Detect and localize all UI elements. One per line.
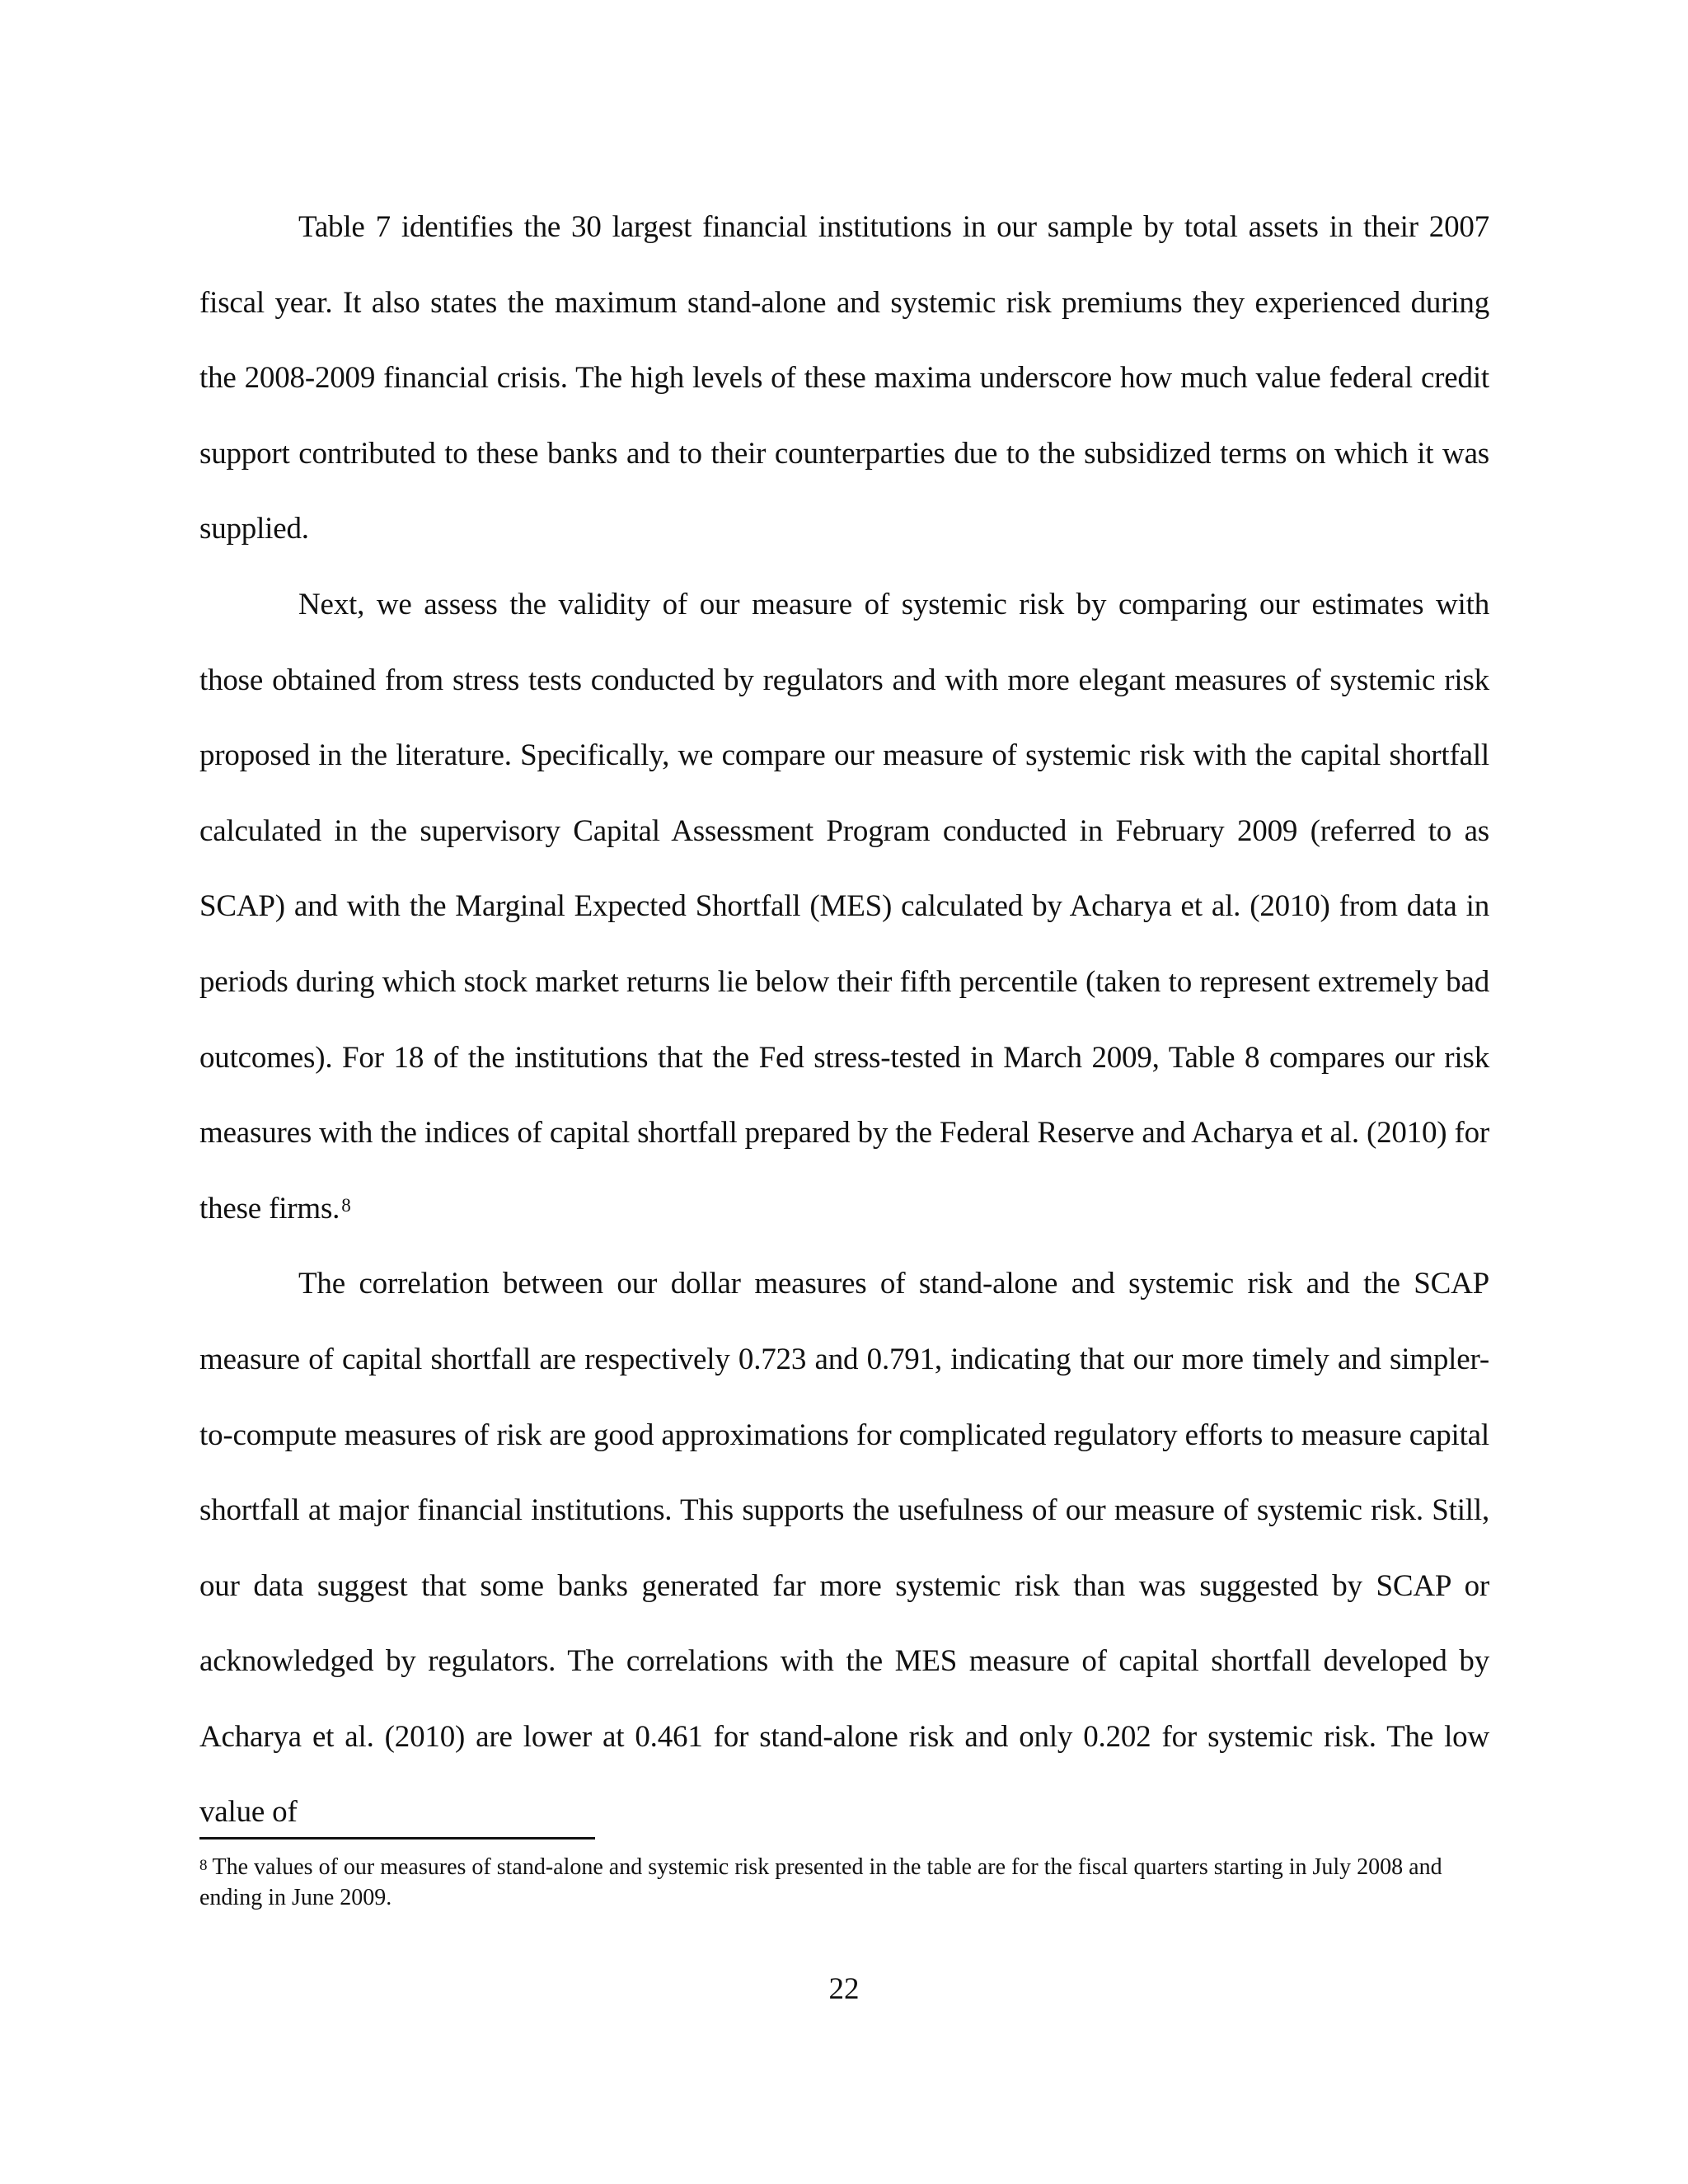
footnote-divider bbox=[199, 1837, 595, 1840]
body-text bbox=[199, 190, 1489, 1850]
paragraph-validity bbox=[199, 567, 1489, 1246]
paragraph-table7: Table 7 identifies the 30 largest financial institutions in our sample by total assets in their 2007 fiscal year. It also states the maximum stand-alone and systemic risk premiums they experienced during the 2008-2009 financial crisis. The high levels of these maxima underscore how much value federal credit support contributed to these banks and to their counterparties due to the subsidized terms on which it was supplied. bbox=[199, 210, 1489, 546]
footnote-text: The values of our measures of stand-alone and systemic risk presented in the table are for the fiscal quarters starting in July 2008 and ending in June 2009. bbox=[199, 1854, 1442, 1910]
footnote-reference: 8 bbox=[341, 1194, 351, 1216]
footnote-marker: 8 bbox=[199, 1857, 208, 1874]
paragraph-validity-text: Next, we assess the validity of our measure of systemic risk by comparing our estimates with those obtained from stress tests conducted by regulators and with more elegant measures of systemic risk proposed in the literature. Specifically, we compare our measure of systemic risk with the capital shortfall calculated in the supervisory Capital Assessment Program conducted in February 2009 (referred to as SCAP) and with the Marginal Expected Shortfall (MES) calculated by Acharya et al. (2010) from data in periods during which stock market returns lie below their fifth percentile (taken to represent extremely bad outcomes). For 18 of the institutions that the Fed stress-tested in March 2009, Table 8 compares our risk measures with the indices of capital shortfall prepared by the Federal Reserve and Acharya et al. (2010) for these firms. bbox=[199, 587, 1489, 1226]
page-number: 22 bbox=[828, 1972, 860, 2006]
paragraph-correlation: The correlation between our dollar measures of stand-alone and systemic risk and the SCAP measure of capital shortfall are respectively 0.723 and 0.791, indicating that our more timely and simpler-to-compute measures of risk are good approximations for complicated regulatory efforts to measure capital shortfall at major financial institutions. This supports the usefulness of our measure of systemic risk. Still, our data suggest that some banks generated far more systemic risk than was suggested by SCAP or acknowledged by regulators. The correlations with the MES measure of capital shortfall developed by Acharya et al. (2010) are lower at 0.461 for stand-alone risk and only 0.202 for systemic risk. The low value of bbox=[199, 1267, 1489, 1830]
footnote bbox=[199, 1852, 1485, 1913]
